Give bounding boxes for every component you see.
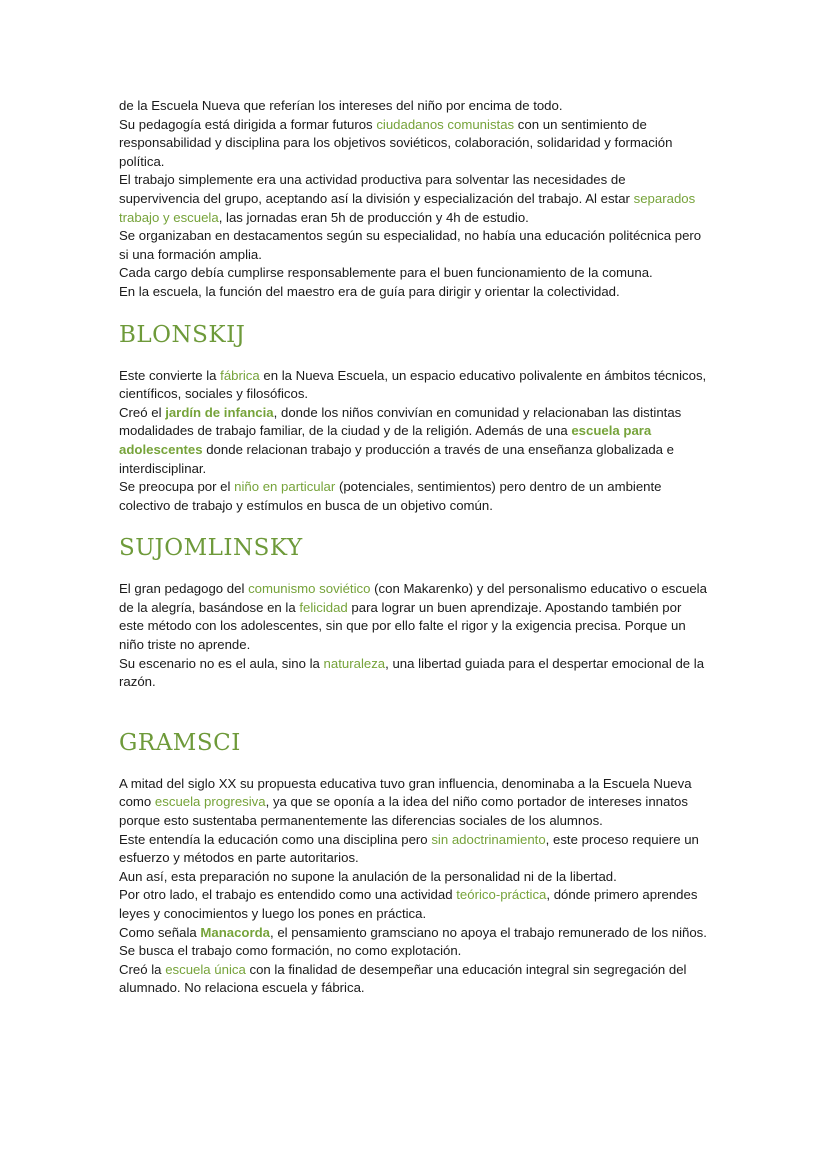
text-run: Su escenario no es el aula, sino la bbox=[119, 655, 324, 671]
text-run: , donde los niños convivían en comunidad y relacionaban las distintas modalidades de trabajo familiar, de la ciudad y de la religión. Además de una bbox=[119, 404, 682, 439]
text-run: Este convierte la bbox=[119, 367, 221, 383]
paragraph bbox=[119, 404, 709, 478]
paragraph bbox=[119, 171, 709, 227]
text-run: El gran pedagogo del bbox=[119, 581, 249, 597]
text-run: A mitad del siglo XX su propuesta educativa tuvo gran influencia, denominaba a la Escuela Nueva como bbox=[119, 775, 692, 810]
text-run: Creó el bbox=[119, 404, 166, 420]
text-run: , una libertad guiada para el despertar emocional de la razón. bbox=[119, 655, 705, 690]
highlighted-term: niño en particular bbox=[234, 479, 336, 495]
text-run: (potenciales, sentimientos) pero dentro de un ambiente colectivo de trabajo y estímulos en busca de un objetivo común. bbox=[119, 479, 662, 513]
section-body-sujomlinsky bbox=[119, 580, 709, 692]
paragraph bbox=[119, 868, 709, 887]
text-run: Este entendía la educación como una disciplina pero bbox=[119, 831, 432, 847]
section-heading-gramsci: GRAMSCI bbox=[119, 729, 241, 756]
paragraph bbox=[119, 97, 709, 116]
text-run: de la Escuela Nueva que referían los intereses del niño por encima de todo. bbox=[119, 98, 563, 113]
text-run: Su pedagogía está dirigida a formar futuros bbox=[119, 116, 377, 132]
text-run: Creó la bbox=[119, 961, 166, 977]
text-run: para lograr un buen aprendizaje. Apostando también por este método con los adolescentes, sin que por ello falte el rigor y la exigencia precisa. Porque un niño triste no aprende. bbox=[119, 599, 686, 653]
highlighted-term: separados trabajo y escuela bbox=[119, 190, 696, 225]
text-run: con un sentimiento de responsabilidad y disciplina para los objetivos soviéticos, colaboración, solidaridad y formación política. bbox=[119, 116, 673, 169]
paragraph bbox=[119, 116, 709, 172]
paragraph bbox=[119, 831, 709, 868]
document-page bbox=[119, 97, 709, 998]
paragraph bbox=[119, 367, 709, 404]
section-body-gramsci bbox=[119, 775, 709, 998]
section-body-blonskij bbox=[119, 367, 709, 516]
paragraph bbox=[119, 886, 709, 923]
highlighted-term: escuela única bbox=[165, 961, 246, 977]
text-run: donde relacionan trabajo y producción a través de una enseñanza globalizada e interdisciplinar. bbox=[119, 441, 674, 476]
section-heading-sujomlinsky: SUJOMLINSKY bbox=[119, 535, 303, 562]
paragraph bbox=[119, 227, 709, 264]
highlighted-term: escuela para adolescentes bbox=[119, 423, 652, 457]
text-run: Como señala bbox=[119, 924, 201, 940]
highlighted-term: teórico-práctica bbox=[456, 887, 547, 903]
text-run: con la finalidad de desempeñar una educación integral sin segregación del alumnado. No relaciona escuela y fábrica. bbox=[119, 961, 687, 996]
text-run: Aun así, esta preparación no supone la anulación de la personalidad ni de la libertad. bbox=[119, 868, 617, 884]
highlighted-term: felicidad bbox=[299, 599, 348, 615]
paragraph bbox=[119, 961, 709, 998]
paragraph bbox=[119, 580, 709, 654]
text-run: Por otro lado, el trabajo es entendido como una actividad bbox=[119, 887, 457, 903]
highlighted-term: fábrica bbox=[220, 367, 260, 383]
text-run: , dónde primero aprendes leyes y conocimientos y luego los pones en práctica. bbox=[119, 887, 698, 921]
text-run: Cada cargo debía cumplirse responsablemente para el buen funcionamiento de la comuna. bbox=[119, 265, 653, 281]
highlighted-term: comunismo soviético bbox=[248, 581, 371, 597]
paragraph bbox=[119, 283, 709, 302]
paragraph bbox=[119, 478, 709, 515]
text-run: en la Nueva Escuela, un espacio educativo polivalente en ámbitos técnicos, científicos, sociales y filosóficos. bbox=[119, 367, 707, 402]
intro-body bbox=[119, 97, 709, 302]
highlighted-term: sin adoctrinamiento bbox=[431, 831, 546, 847]
text-run: Se organizaban en destacamentos según su especialidad, no había una educación politécnica pero si una formación amplia. bbox=[119, 228, 702, 262]
text-run: , este proceso requiere un esfuerzo y métodos en parte autoritarios. bbox=[119, 831, 699, 866]
section-heading-blonskij: BLONSKIJ bbox=[119, 321, 246, 348]
text-run: En la escuela, la función del maestro era de guía para dirigir y orientar la colectividad. bbox=[119, 283, 620, 299]
text-run: El trabajo simplemente era una actividad productiva para solventar las necesidades de supervivencia del grupo, aceptando así la división y especialización del trabajo. Al estar bbox=[119, 172, 634, 206]
text-run: (con Makarenko) y del personalismo educativo o escuela de la alegría, basándose en la bbox=[119, 581, 707, 615]
highlighted-term: escuela progresiva bbox=[154, 794, 266, 810]
highlighted-term: Manacorda bbox=[200, 924, 270, 940]
highlighted-term: jardín de infancia bbox=[165, 404, 274, 420]
paragraph bbox=[119, 924, 709, 961]
text-run: Se preocupa por el bbox=[119, 479, 235, 495]
text-run: , ya que se oponía a la idea del niño como portador de intereses innatos porque esto sustentaba permanentemente las diferencias sociales de los alumnos. bbox=[119, 794, 688, 829]
highlighted-term: naturaleza bbox=[323, 655, 386, 671]
highlighted-term: ciudadanos comunistas bbox=[376, 116, 515, 132]
paragraph bbox=[119, 655, 709, 692]
paragraph bbox=[119, 775, 709, 831]
text-run: , las jornadas eran 5h de producción y 4h de estudio. bbox=[218, 209, 529, 225]
text-run: , el pensamiento gramsciano no apoya el trabajo remunerado de los niños. Se busca el trabajo como formación, no como explotación. bbox=[119, 924, 707, 959]
paragraph bbox=[119, 264, 709, 283]
